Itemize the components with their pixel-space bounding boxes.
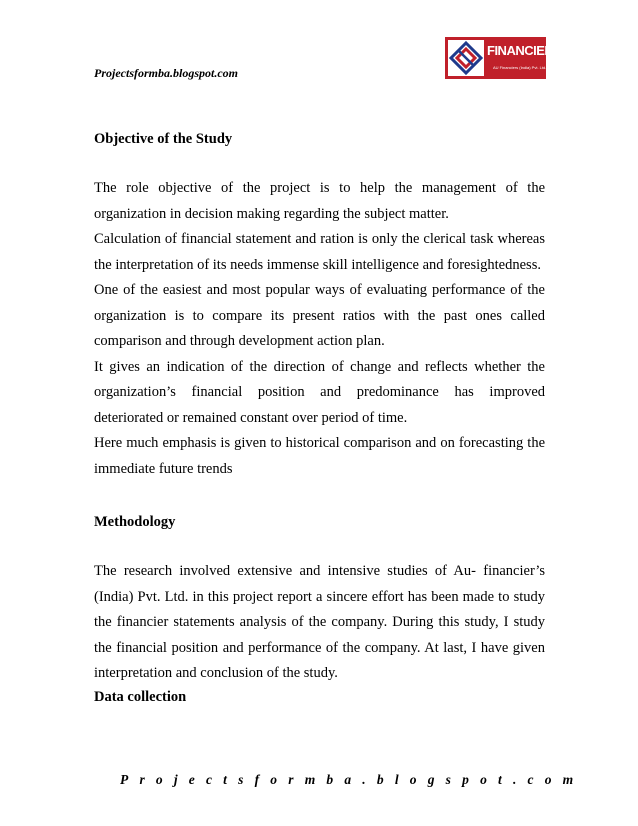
- data-collection-heading: Data collection: [94, 688, 187, 705]
- document-body: [94, 129, 545, 707]
- objective-heading: Objective of the Study: [94, 131, 233, 147]
- financiers-logo: [445, 37, 561, 79]
- logo-name: FINANCIERs: [487, 43, 561, 58]
- logo-tagline: AU Financiers (India) Pvt. Ltd.: [493, 65, 547, 70]
- objective-paragraph-2: Calculation of financial statement and ration is only the clerical task whereas the interpretation of its needs immense skill intelligence and foresightedness.: [94, 231, 545, 273]
- methodology-text: [94, 559, 545, 687]
- objective-paragraph-1: The role objective of the project is to help the management of the organization in decision making regarding the subject matter.: [94, 180, 545, 222]
- footer-site-text: Projectsformba.blogspot.com: [120, 772, 585, 787]
- objective-text: [94, 176, 545, 482]
- header-site-text: Projectsformba.blogspot.com: [94, 66, 238, 80]
- methodology-paragraph: The research involved extensive and intensive studies of Au- financier’s (India) Pvt. Ltd. in this project report a sincere effort has been made to study the financier statements analysis of the company. During this study, I study the financial position and performance of the company. At last, I have given interpretation and conclusion of the study.: [94, 563, 545, 681]
- methodology-heading: Methodology: [94, 514, 176, 530]
- logo-emblem-icon: [448, 40, 484, 76]
- objective-paragraph-4: It gives an indication of the direction of change and reflects whether the organization’s financial position and predominance has improved deteriorated or remained constant over period of time.: [94, 358, 545, 426]
- objective-paragraph-3: One of the easiest and most popular ways of evaluating performance of the organization is to compare its present ratios with the past ones called comparison and through development action plan.: [94, 282, 545, 349]
- objective-paragraph-5: Here much emphasis is given to historical comparison and on forecasting the immediate future trends: [94, 435, 545, 477]
